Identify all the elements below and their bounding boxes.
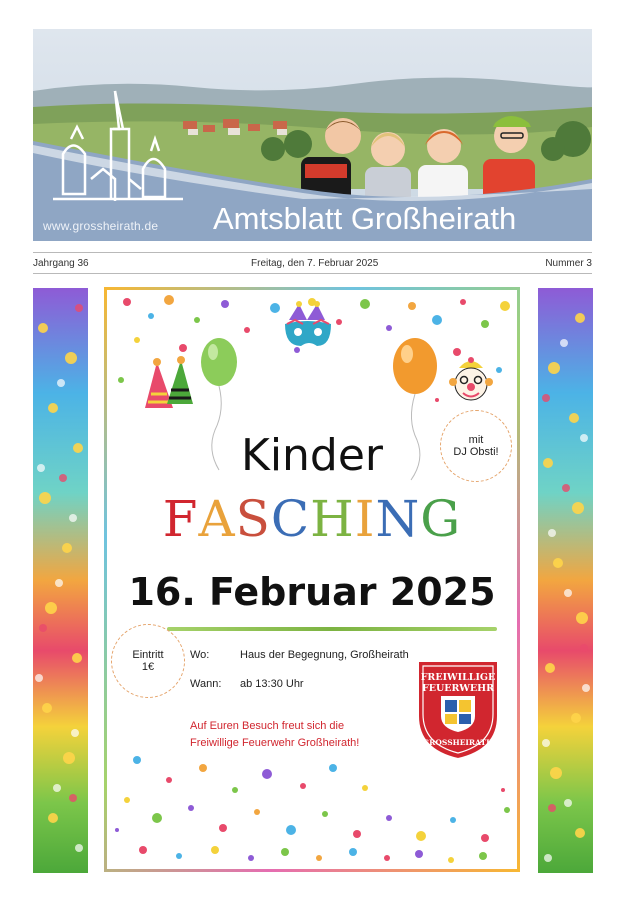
dj-badge <box>440 410 512 482</box>
clown-face-illustration <box>449 357 493 400</box>
when-value: ab 13:30 Uhr <box>240 678 304 690</box>
fasching-letter: H <box>310 490 355 548</box>
entry-line-1: Eintritt <box>132 649 164 661</box>
entry-line-2: 1€ <box>141 661 155 673</box>
where-value: Haus der Begegnung, Großheirath <box>240 649 409 661</box>
flyer-title-kinder: Kinder <box>240 430 384 481</box>
fasching-letter: F <box>162 490 199 548</box>
fasching-letter: C <box>270 490 311 548</box>
fasching-letter: A <box>198 490 236 548</box>
fasching-letter: I <box>354 490 376 548</box>
emblem-text-middle: FEUERWEHR <box>422 683 494 694</box>
issue-number: Nummer 3 <box>545 258 592 269</box>
emblem-coat-of-arms <box>441 696 475 732</box>
fasching-letter: N <box>375 490 421 548</box>
greeting-line-2: Freiwillige Feuerwehr Großheirath! <box>190 737 360 749</box>
greeting-line-1: Auf Euren Besuch freut sich die <box>190 720 345 732</box>
where-label: Wo: <box>190 649 210 661</box>
date-underline <box>167 627 497 631</box>
fasching-letter: S <box>235 490 271 548</box>
issue-info-bar <box>33 252 592 274</box>
confetti-strip-left <box>33 288 88 873</box>
emblem-text-top: FREIWILLIGE <box>420 672 496 683</box>
dj-line-1: mit <box>468 434 484 446</box>
publication-title: Amtsblatt Großheirath <box>213 201 517 236</box>
party-hats-illustration <box>145 356 193 408</box>
dj-line-2: DJ Obsti! <box>453 446 499 458</box>
event-date: 16. Februar 2025 <box>128 570 496 614</box>
confetti-strip-right <box>538 288 593 873</box>
when-label: Wann: <box>190 678 222 690</box>
greeting-text <box>190 718 359 752</box>
entry-fee-badge <box>111 624 185 698</box>
issue-date: Freitag, den 7. Februar 2025 <box>251 258 379 269</box>
flyer-title-fasching <box>107 490 517 548</box>
jester-mask-illustration <box>285 301 331 346</box>
fire-brigade-emblem <box>415 658 501 762</box>
header-banner <box>33 29 592 241</box>
fasching-letter: G <box>420 490 462 548</box>
kinderfasching-flyer <box>104 287 520 872</box>
volume-label: Jahrgang 36 <box>33 258 89 269</box>
emblem-text-bottom: GROSSHEIRATH <box>422 738 494 747</box>
website-url: www.grossheirath.de <box>43 219 159 233</box>
